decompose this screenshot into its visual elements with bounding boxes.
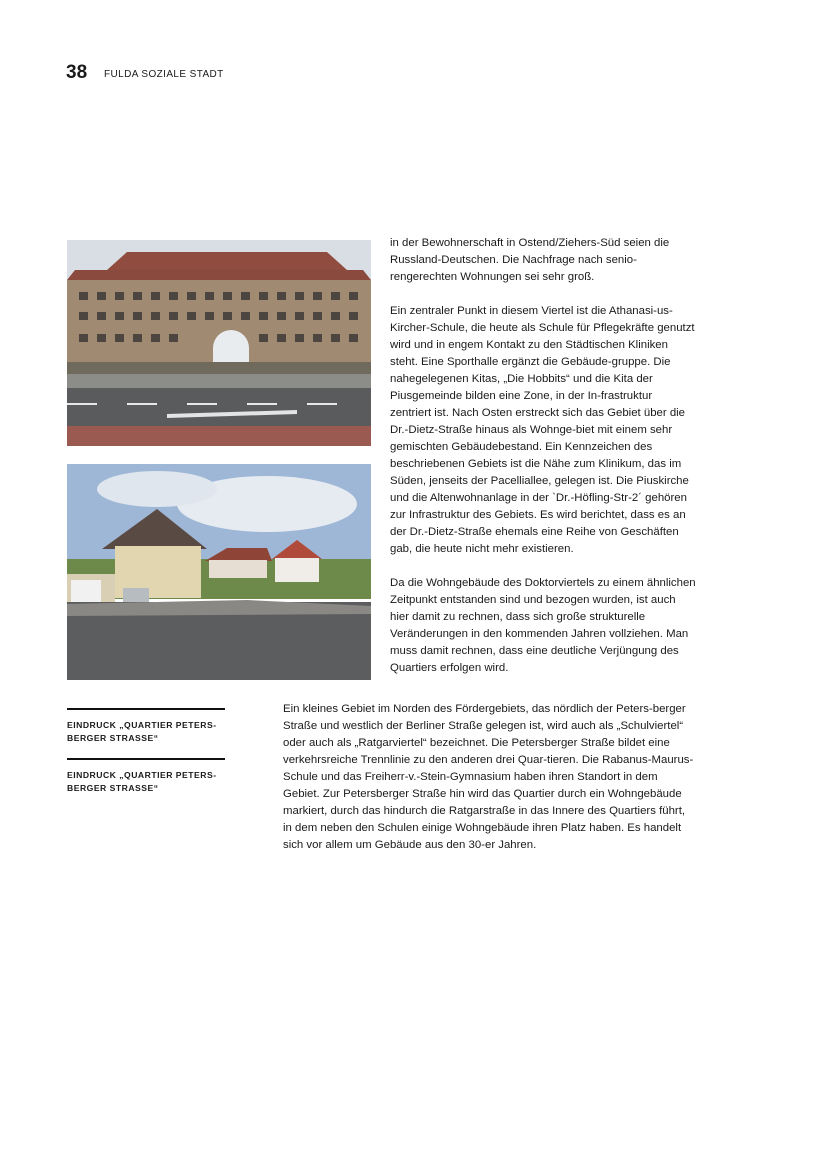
paragraph: Ein kleines Gebiet im Norden des Fördergebiets, das nördlich der Peters-berger Straße und westlich der Berliner Straße gelegen ist, wird auch als „Schulviertel“ oder auch als „Ratgarviertel“ bezeichnet. Die Petersberger Straße bildet eine verkehrsreiche Trennlinie zu den anderen drei Quar-tieren. Die Rabanus-Maurus-Schule und das Freiherr-v.-Stein-Gymnasium haben ihren Standort in dem Gebiet. Zur Petersberger Straße hin wird das Quartier durch ein Wohngebäude markiert, durch das hindurch die Ratgarstraße in das Innere des Quartiers führt, in dem neben den Schulen einige Wohngebäude ihren Platz haben. Es handelt sich vor allem um Gebäude aus den 30-er Jahren. <box>283 703 694 851</box>
photo-residential-street <box>67 464 371 680</box>
paragraph: Ein zentraler Punkt in diesem Viertel ist die Athanasi-us-Kircher-Schule, die heute als Schule für Pflegekräfte genutzt wird und in engem Kontakt zu den Städtischen Kliniken steht. Eine Sporthalle ergänzt die Gebäude-gruppe. Die nahegelegenen Kitas, „Die Hobbits“ und die Kita der Piusgemeinde bilden eine Zone, in der In-frastruktur zentriert ist. Nach Osten erstreckt sich das Gebiet über die Dr.-Dietz-Straße hinaus als Wohnge-biet mit einem sehr gemischten Gebäudebestand. Ein Kennzeichen des beschriebenen Gebiets ist die Nähe zum Klinikum, das im Süden, jenseits der Pacelliallee, gelegen ist. Die Piuskirche und die Altenwohnanlage in der `Dr.-Höfling-Str-2´ gehören zur Infrastruktur des Gebiets. Es wird berichtet, dass es an der Dr.-Dietz-Straße ehemals eine Reihe von Geschäften gab, die heute nicht mehr existieren. <box>390 305 695 555</box>
running-title: FULDA SOZIALE STADT <box>104 69 224 80</box>
photo-apartment-block <box>67 240 371 446</box>
page-number: 38 <box>66 62 88 83</box>
photo-caption: EINDRUCK „QUARTIER PETERS-BERGER STRASSE“ <box>67 758 225 794</box>
paragraph: Da die Wohngebäude des Doktorviertels zu einem ähnlichen Zeitpunkt entstanden sind und bezogen wurden, ist auch hier damit zu rechnen, dass sich große strukturelle Veränderungen in den kommenden Jahren vollziehen. Man muss damit rechnen, dass eine deutliche Verjüngung des Quartiers erfolgen wird. <box>390 577 696 674</box>
bottom-text-column <box>283 701 696 854</box>
paragraph: in der Bewohnerschaft in Ostend/Ziehers-Süd seien die Russland-Deutschen. Die Nachfrage nach senio-rengerechten Wohnungen sei sehr groß. <box>390 237 670 283</box>
right-text-column <box>390 235 696 694</box>
photo-caption: EINDRUCK „QUARTIER PETERS-BERGER STRASSE“ <box>67 708 225 744</box>
